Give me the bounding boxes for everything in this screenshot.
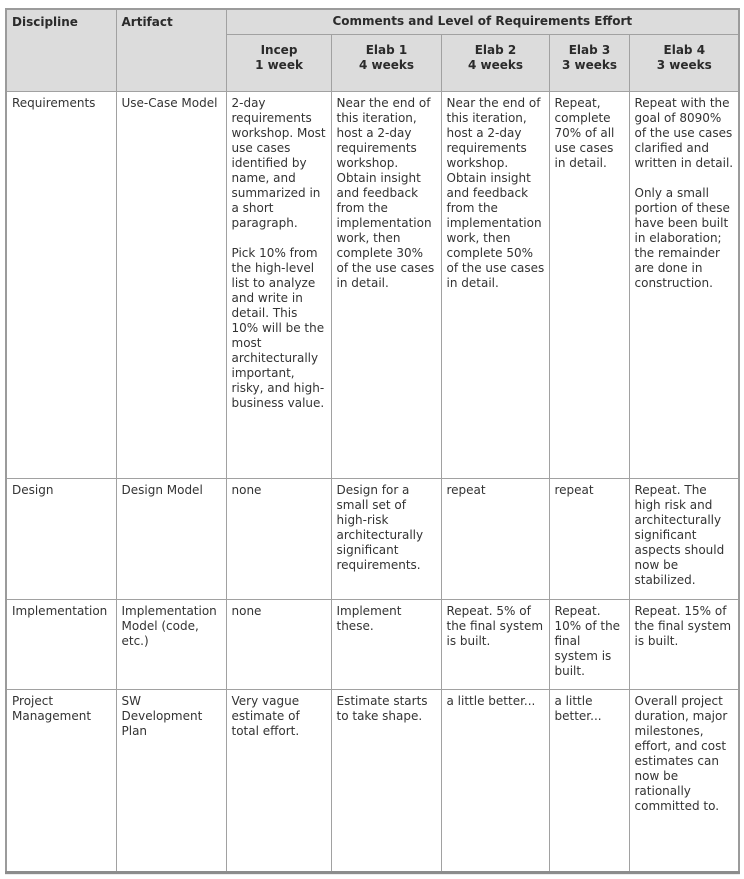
cell-paragraph: Only a small portion of these have been built in elaboration; the remainder are done in construction. xyxy=(634,185,730,290)
phase-name: Elab 3 xyxy=(568,42,611,57)
cell-paragraph: Very vague estimate of total effort. xyxy=(231,693,300,738)
cell-paragraph: repeat xyxy=(446,482,486,497)
discipline-cell xyxy=(6,599,116,689)
column-header-elab2 xyxy=(441,34,549,91)
artifact-cell xyxy=(116,599,226,689)
cell-paragraph: SW Development Plan xyxy=(121,693,203,738)
cell-paragraph: Design xyxy=(12,482,54,497)
comment-cell xyxy=(331,478,441,599)
comment-cell xyxy=(549,478,629,599)
table-row xyxy=(6,599,739,689)
cell-paragraph: Pick 10% from the high-level list to analyze and write in detail. This 10% will be the most architecturally important, risky, and high-business value. xyxy=(231,245,325,410)
column-header-discipline: Discipline xyxy=(6,9,116,91)
artifact-cell xyxy=(116,689,226,872)
cell-paragraph: Requirements xyxy=(12,95,96,110)
comment-cell xyxy=(226,91,331,478)
phase-name: Incep xyxy=(260,42,298,57)
cell-paragraph: Estimate starts to take shape. xyxy=(336,693,428,723)
comment-cell xyxy=(331,689,441,872)
cell-paragraph: Near the end of this iteration, host a 2-day requirements workshop. Obtain insight and feedback from the implementation work, then complete 50% of the use cases in detail. xyxy=(446,95,545,290)
cell-paragraph: Design for a small set of high-risk architecturally significant requirements. xyxy=(336,482,424,572)
cell-paragraph: Repeat with the goal of 8090% of the use cases clarified and written in detail. xyxy=(634,95,734,170)
cell-paragraph: none xyxy=(231,482,262,497)
comment-cell xyxy=(331,599,441,689)
comment-cell xyxy=(441,599,549,689)
phase-name: Elab 2 xyxy=(474,42,517,57)
cell-paragraph: Repeat. 5% of the final system is built. xyxy=(446,603,544,648)
comment-cell xyxy=(441,478,549,599)
cell-paragraph: Implementation xyxy=(12,603,108,618)
comment-cell xyxy=(226,599,331,689)
discipline-cell xyxy=(6,91,116,478)
artifact-cell xyxy=(116,91,226,478)
requirements-effort-table xyxy=(5,8,740,874)
phase-duration: 3 weeks xyxy=(561,57,617,72)
cell-paragraph: Repeat. 15% of the final system is built. xyxy=(634,603,732,648)
artifact-cell xyxy=(116,478,226,599)
cell-paragraph: repeat xyxy=(554,482,594,497)
table-row xyxy=(6,478,739,599)
discipline-cell xyxy=(6,478,116,599)
phase-duration: 4 weeks xyxy=(467,57,523,72)
cell-paragraph: Design Model xyxy=(121,482,203,497)
cell-paragraph: Implementation Model (code, etc.) xyxy=(121,603,217,648)
column-header-elab1 xyxy=(331,34,441,91)
cell-paragraph: Overall project duration, major milestones, effort, and cost estimates can now be rationally committed to. xyxy=(634,693,728,813)
comment-cell xyxy=(629,599,739,689)
table-row xyxy=(6,91,739,478)
header-row-top xyxy=(6,9,739,34)
cell-paragraph: Project Management xyxy=(12,693,92,723)
column-header-elab3 xyxy=(549,34,629,91)
phase-duration: 1 week xyxy=(255,57,303,72)
column-header-comments-span: Comments and Level of Requirements Effort xyxy=(226,9,739,34)
phase-duration: 3 weeks xyxy=(656,57,712,72)
cell-paragraph: Repeat. 10% of the final system is built. xyxy=(554,603,621,678)
comment-cell xyxy=(549,91,629,478)
cell-paragraph: Repeat. The high risk and architecturally significant aspects should now be stabilized. xyxy=(634,482,725,587)
comment-cell xyxy=(331,91,441,478)
phase-duration: 4 weeks xyxy=(358,57,414,72)
comment-cell xyxy=(226,478,331,599)
table-body xyxy=(6,91,739,872)
cell-paragraph: Near the end of this iteration, host a 2-day requirements workshop. Obtain insight and feedback from the implementation work, then complete 30% of the use cases in detail. xyxy=(336,95,435,290)
comment-cell xyxy=(629,478,739,599)
comment-cell xyxy=(441,91,549,478)
comment-cell xyxy=(629,689,739,872)
discipline-cell xyxy=(6,689,116,872)
cell-paragraph: none xyxy=(231,603,262,618)
column-header-artifact: Artifact xyxy=(116,9,226,91)
comment-cell xyxy=(629,91,739,478)
comment-cell xyxy=(441,689,549,872)
cell-paragraph: a little better... xyxy=(446,693,536,708)
cell-paragraph: Implement these. xyxy=(336,603,402,633)
cell-paragraph: 2-day requirements workshop. Most use cases identified by name, and summarized in a short paragraph. xyxy=(231,95,326,230)
phase-name: Elab 4 xyxy=(663,42,706,57)
column-header-incep xyxy=(226,34,331,91)
table-header xyxy=(6,9,739,91)
cell-paragraph: a little better... xyxy=(554,693,602,723)
comment-cell xyxy=(549,689,629,872)
cell-paragraph: Repeat, complete 70% of all use cases in detail. xyxy=(554,95,615,170)
phase-name: Elab 1 xyxy=(365,42,408,57)
comment-cell xyxy=(226,689,331,872)
column-header-elab4 xyxy=(629,34,739,91)
cell-paragraph: Use-Case Model xyxy=(121,95,218,110)
table-row xyxy=(6,689,739,872)
comment-cell xyxy=(549,599,629,689)
